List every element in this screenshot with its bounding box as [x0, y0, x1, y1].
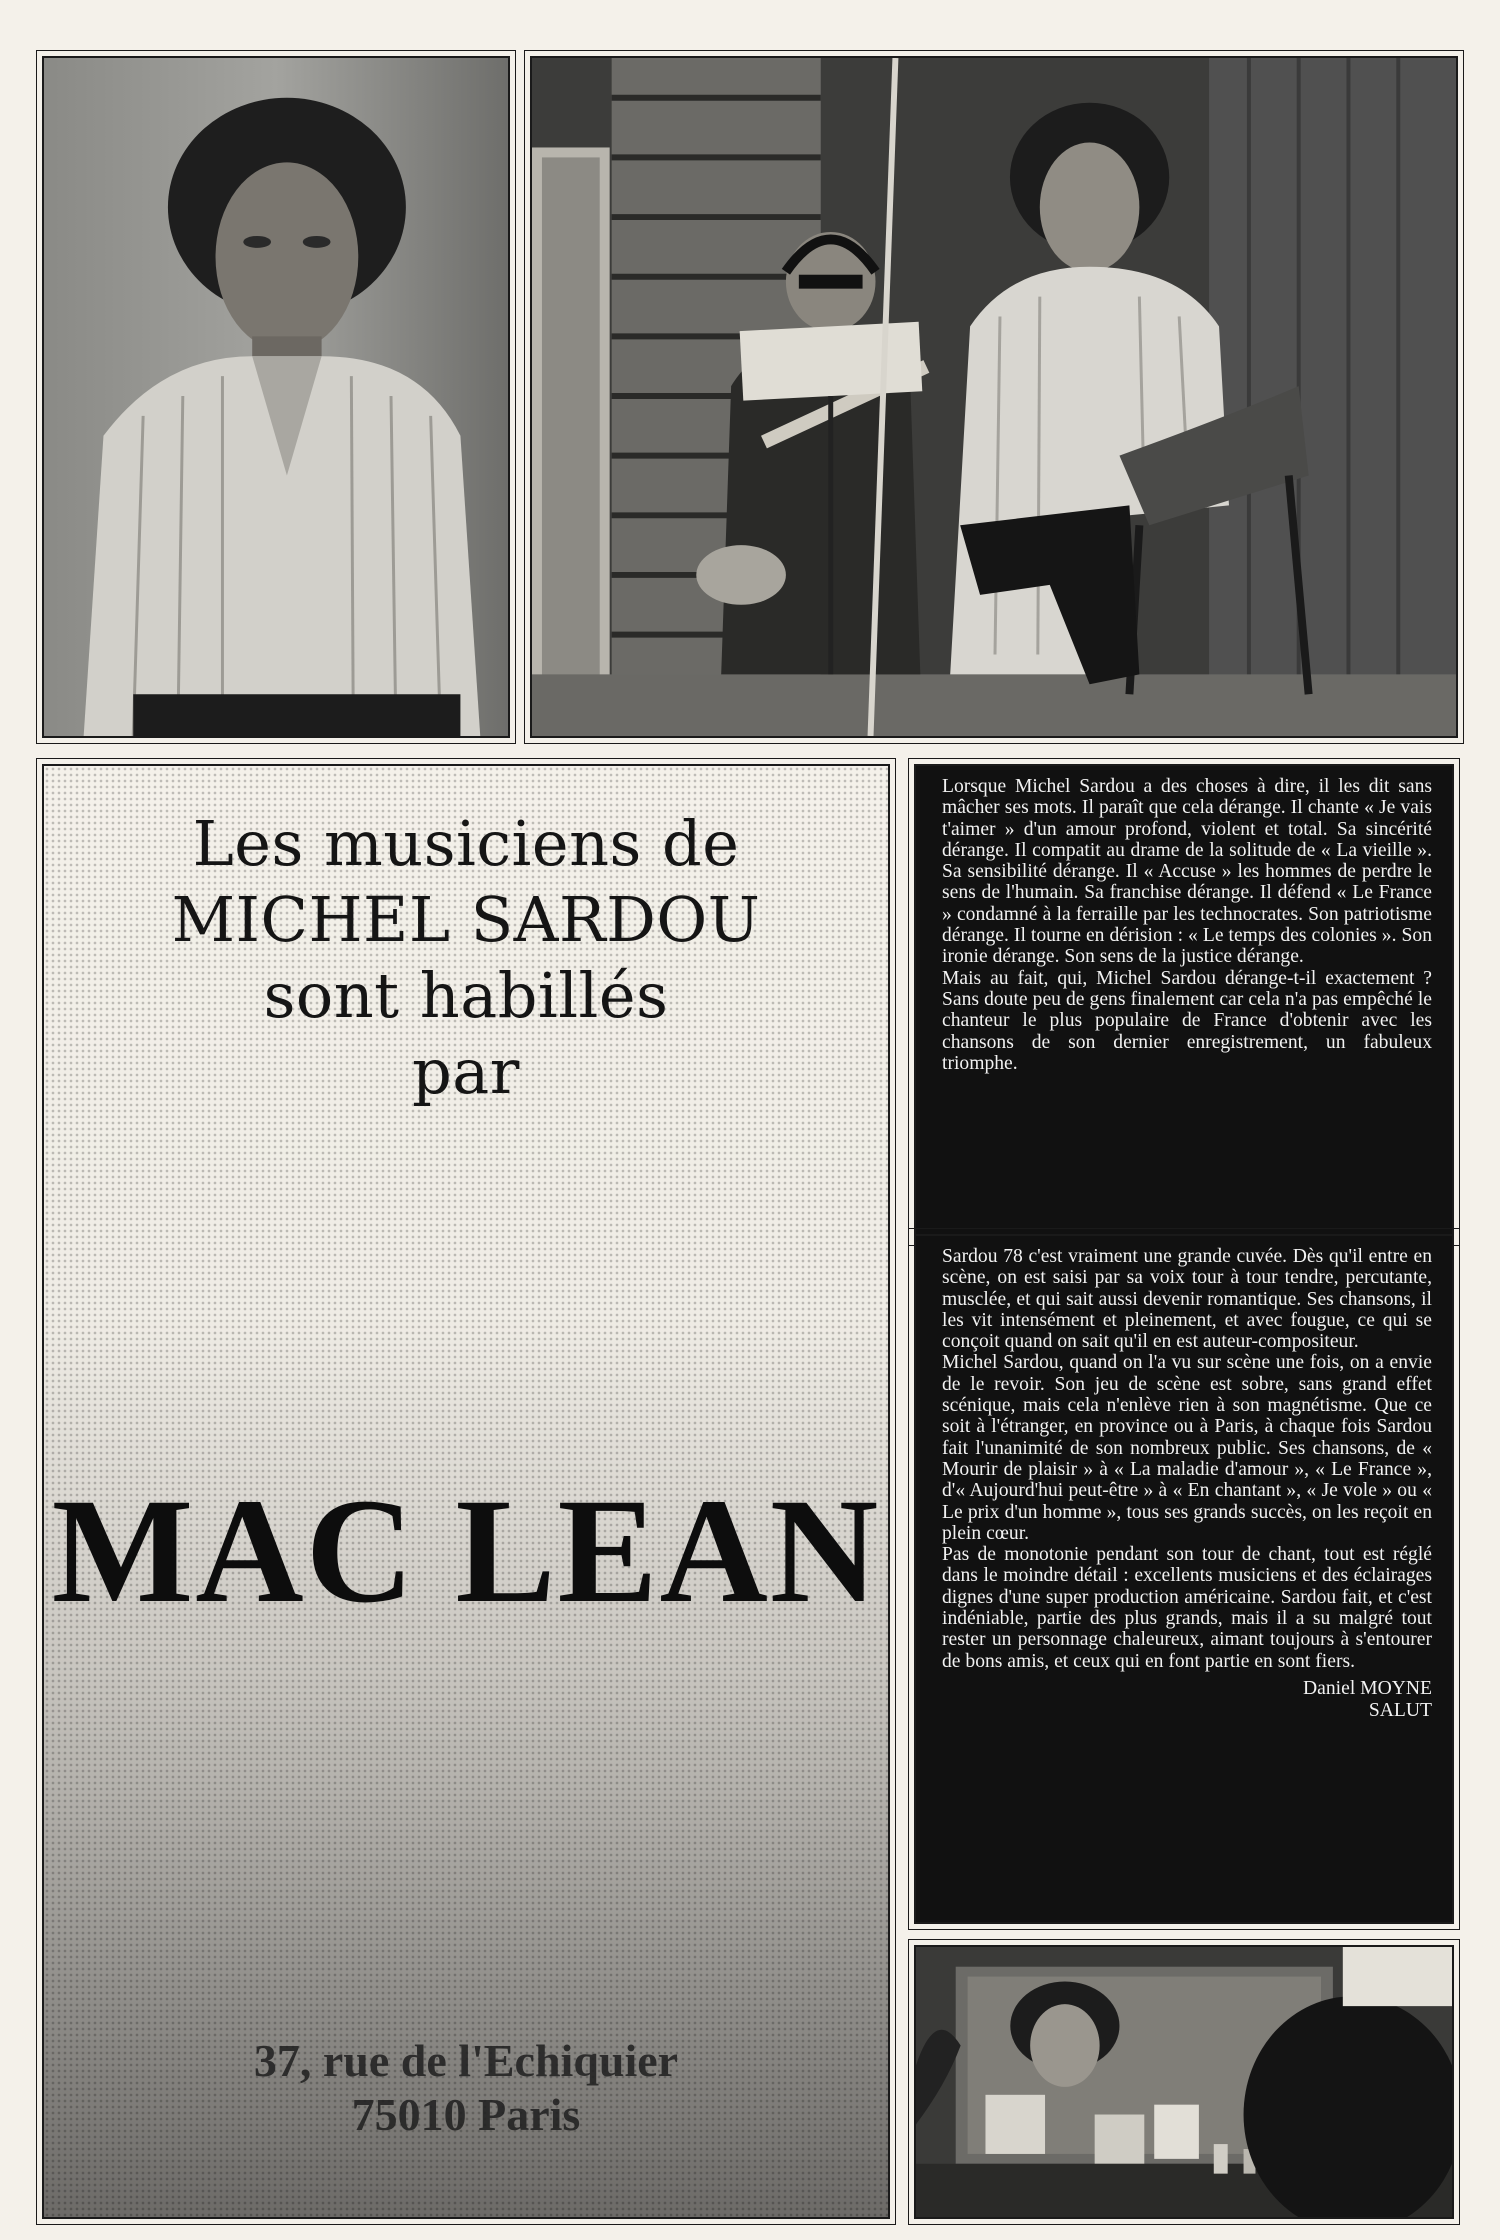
ad-address-city: 75010 Paris: [351, 2089, 581, 2140]
ad-headline-line: sont habillés: [263, 959, 669, 1032]
ad-address: [44, 2034, 888, 2142]
article-box-1: [914, 764, 1454, 1240]
advertisement-panel: [42, 764, 890, 2219]
portrait-photo: [42, 56, 510, 738]
article-paragraph: Michel Sardou, quand on l'a vu sur scène une fois, on a envie de le revoir. Son jeu de scène est sobre, sans grand effet scénique, mais cela n'enlève rien à son magnétisme. Que ce soit à l'étranger, en province ou à Paris, à chaque fois Sardou fait l'unanimité de son nombreux public. Ses chansons, de « Mourir de plaisir » à « La maladie d'amour », « Le France », d'« Aujourd'hui peut-être » à « En chantant », « Je vole » ou « Le prix d'un homme », tous ses grands succès, on les reçoit en plein cœur.: [942, 1352, 1432, 1544]
article-paragraph: Sardou 78 c'est vraiment une grande cuvée. Dès qu'il entre en scène, on est saisi par sa voix tour à tour tendre, percutante, musclée, et qui sait aussi devenir romantique. Ses chansons, il les vit intensément et pleinement, et avec fougue, ce qui se conçoit quand on sait qu'il en est auteur-compositeur.: [942, 1246, 1432, 1353]
article-paragraph: Lorsque Michel Sardou a des choses à dire, il les dit sans mâcher ses mots. Il paraît que cela dérange. Il chante « Je vais t'aimer » d'un amour profond, violent et total. Sa sincérité dérange. Il compatit au drame de la solitude de « La vieille ». Sa sensibilité dérange. Il « Accuse » les hommes de perdre le sens de l'humain. Sa franchise dérange. Il défend « Le France » condamné à la ferraille par les technocrates. Son patriotisme dérange. Il tourne en dérision : « Le temps des colonies ». Son ironie dérange. Son sens de la justice dérange.: [942, 776, 1432, 968]
studio-photo: [530, 56, 1458, 738]
portrait-photo-image: [44, 58, 508, 736]
article-publication: SALUT: [1368, 1699, 1432, 1721]
ad-headline: [44, 806, 888, 1110]
article-signature: [942, 1678, 1432, 1722]
ad-headline-line: Les musiciens de: [192, 807, 740, 880]
ad-address-street: 37, rue de l'Echiquier: [253, 2035, 679, 2086]
ad-headline-line: par: [412, 1035, 520, 1108]
article-paragraph: Mais au fait, qui, Michel Sardou dérange-t-il exactement ? Sans doute peu de gens finalement car cela n'a pas empêché le chanteur le plus populaire de France d'obtenir avec les chansons de son dernier enregistrement, un fabuleux triomphe.: [942, 967, 1432, 1074]
studio-photo-image: [532, 58, 1456, 736]
article-box-2: [914, 1234, 1454, 1924]
ad-headline-line: MICHEL SARDOU: [171, 883, 761, 956]
article-paragraph: Pas de monotonie pendant son tour de chant, tout est réglé dans le moindre détail : excellents musiciens et des éclairages dignes d'une super production américaine. Sardou fait, et c'est indéniable, partie des plus grands, mais il a su malgré tout rester un personnage chaleureux, aimant toujours à s'entourer de bons amis, et ceux qui en font partie en sont fiers.: [942, 1544, 1432, 1672]
ad-brand-name: MAC LEAN: [51, 1468, 881, 1634]
article-author: Daniel MOYNE: [1303, 1677, 1432, 1699]
dressing-room-photo-image: [916, 1947, 1452, 2217]
dressing-room-photo: [914, 1945, 1454, 2219]
